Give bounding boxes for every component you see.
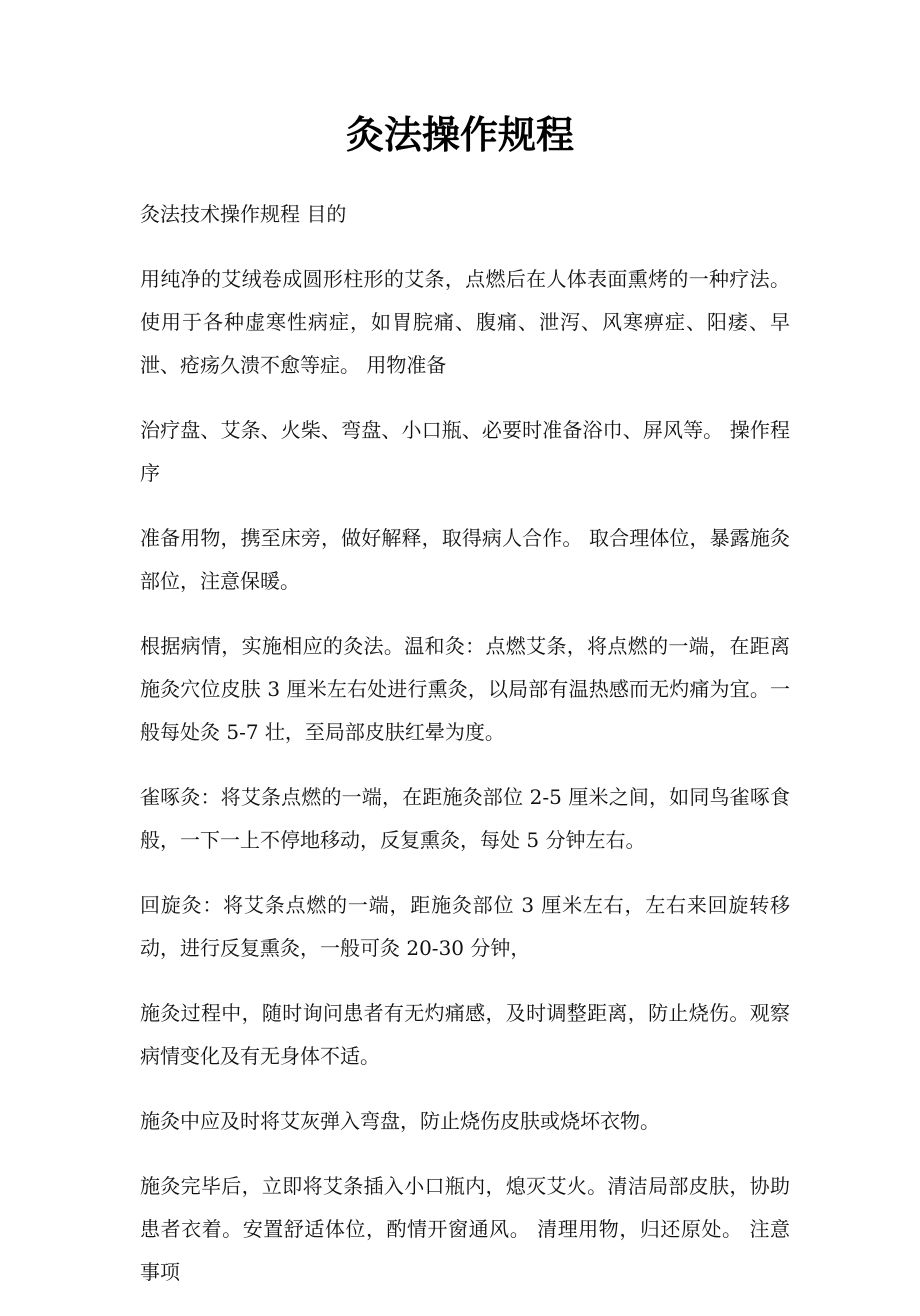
paragraph-supplies: 治疗盘、艾条、火柴、弯盘、小口瓶、必要时准备浴巾、屏风等。 操作程序 bbox=[140, 418, 790, 485]
document-title: 灸法操作规程 bbox=[345, 112, 574, 157]
paragraph-purpose: 用纯净的艾绒卷成圆形柱形的艾条，点燃后在人体表面熏烤的一种疗法。使用于各种虚寒性病症，如胃脘痛、腹痛、泄泻、风寒痹症、阳痿、早泄、疮疡久溃不愈等症。 用物准备 bbox=[140, 267, 790, 377]
paragraph-preparation: 准备用物，携至床旁，做好解释，取得病人合作。 取合理体位，暴露施灸部位，注意保暖。 bbox=[140, 526, 790, 593]
paragraph-circling-moxibustion: 回旋灸：将艾条点燃的一端，距施灸部位 3 厘米左右，左右来回旋转移动，进行反复熏灸，一般可灸 20-30 分钟， bbox=[140, 893, 790, 960]
paragraph-purpose-heading: 灸法技术操作规程 目的 bbox=[140, 202, 347, 226]
paragraph-mild-moxibustion: 根据病情，实施相应的灸法。温和灸：点燃艾条，将点燃的一端，在距离施灸穴位皮肤 3 厘米左右处进行熏灸，以局部有温热感而无灼痛为宜。一般每处灸 5-7 壮，至局部皮肤红晕为度。 bbox=[140, 634, 790, 744]
paragraph-completion: 施灸完毕后，立即将艾条插入小口瓶内，熄灭艾火。清洁局部皮肤，协助患者衣着。安置舒适体位，酌情开窗通风。 清理用物，归还原处。 注意事项 bbox=[140, 1174, 790, 1284]
paragraph-ash-handling: 施灸中应及时将艾灰弹入弯盘，防止烧伤皮肤或烧坏衣物。 bbox=[140, 1109, 660, 1133]
paragraph-observation: 施灸过程中，随时询问患者有无灼痛感，及时调整距离，防止烧伤。观察病情变化及有无身体不适。 bbox=[140, 1001, 790, 1068]
document-body bbox=[140, 193, 790, 1316]
paragraph-sparrow-pecking-moxibustion: 雀啄灸：将艾条点燃的一端，在距施灸部位 2-5 厘米之间，如同鸟雀啄食般，一下一上不停地移动，反复熏灸，每处 5 分钟左右。 bbox=[140, 785, 790, 852]
